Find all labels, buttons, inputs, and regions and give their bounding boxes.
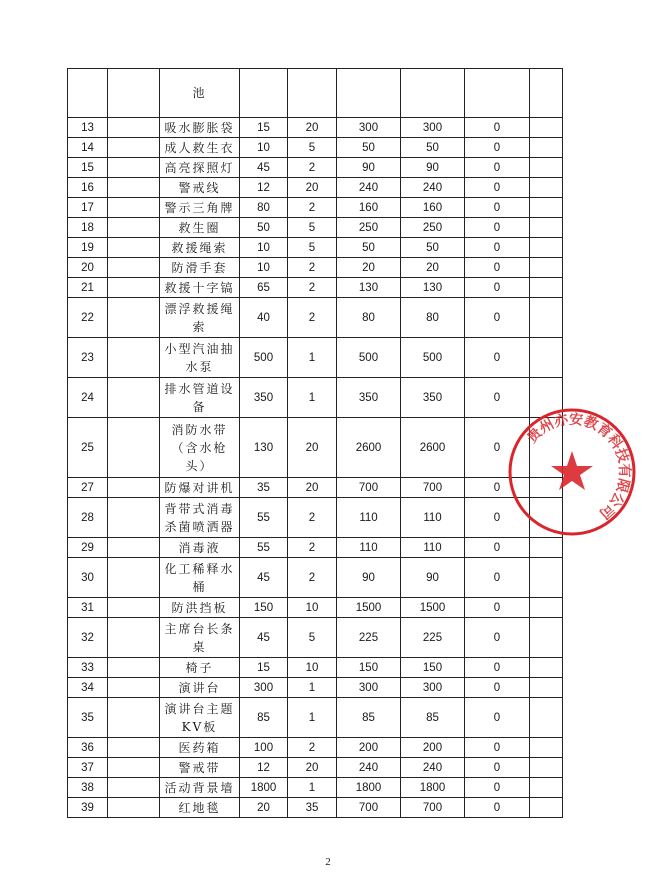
table-row (68, 218, 563, 238)
cell-amount: 90 (337, 558, 401, 598)
cell-no (68, 69, 108, 118)
cell-price: 40 (240, 298, 288, 338)
cell-blank (108, 678, 160, 698)
cell-qty: 5 (288, 138, 337, 158)
cell-name: 高亮探照灯 (160, 158, 240, 178)
cell-amount: 1800 (337, 778, 401, 798)
cell-no: 39 (68, 798, 108, 818)
cell-no: 20 (68, 258, 108, 278)
table-row (68, 278, 563, 298)
cell-blank (108, 598, 160, 618)
cell-name: 消毒液 (160, 538, 240, 558)
table-row (68, 758, 563, 778)
cell-qty: 5 (288, 618, 337, 658)
cell-amount: 250 (337, 218, 401, 238)
cell-amount: 700 (337, 798, 401, 818)
cell-qty (288, 69, 337, 118)
cell-name: 救生圈 (160, 218, 240, 238)
cell-blank (108, 338, 160, 378)
cell-total: 300 (401, 678, 465, 698)
cell-diff: 0 (465, 658, 530, 678)
cell-qty: 20 (288, 758, 337, 778)
cell-name: 池 (160, 69, 240, 118)
cell-amount: 1500 (337, 598, 401, 618)
table-row (68, 258, 563, 278)
cell-amount: 350 (337, 378, 401, 418)
cell-diff: 0 (465, 778, 530, 798)
cell-extra (530, 678, 563, 698)
cell-name: 防滑手套 (160, 258, 240, 278)
cell-diff: 0 (465, 138, 530, 158)
cell-diff: 0 (465, 338, 530, 378)
table-row (68, 658, 563, 678)
cell-price: 10 (240, 138, 288, 158)
cell-no: 30 (68, 558, 108, 598)
cell-price: 80 (240, 198, 288, 218)
table-row (68, 538, 563, 558)
cell-total: 350 (401, 378, 465, 418)
cell-no: 32 (68, 618, 108, 658)
table-row (68, 498, 563, 538)
cell-diff: 0 (465, 758, 530, 778)
cell-no: 36 (68, 738, 108, 758)
cell-no: 35 (68, 698, 108, 738)
cell-amount: 160 (337, 198, 401, 218)
cell-qty: 1 (288, 778, 337, 798)
cell-blank (108, 758, 160, 778)
cell-diff: 0 (465, 598, 530, 618)
cell-amount: 50 (337, 238, 401, 258)
table-row (68, 178, 563, 198)
cell-diff: 0 (465, 378, 530, 418)
document-table-container (67, 68, 563, 818)
cell-blank (108, 298, 160, 338)
cell-total: 500 (401, 338, 465, 378)
cell-qty: 20 (288, 118, 337, 138)
cell-qty: 2 (288, 298, 337, 338)
cell-price: 15 (240, 118, 288, 138)
cell-price: 12 (240, 178, 288, 198)
cell-price: 50 (240, 218, 288, 238)
cell-price: 350 (240, 378, 288, 418)
cell-price: 45 (240, 158, 288, 178)
price-table (67, 68, 563, 818)
cell-extra (530, 478, 563, 498)
cell-total: 240 (401, 178, 465, 198)
cell-price: 12 (240, 758, 288, 778)
cell-name: 成人救生衣 (160, 138, 240, 158)
cell-amount: 80 (337, 298, 401, 338)
cell-blank (108, 278, 160, 298)
cell-diff: 0 (465, 498, 530, 538)
cell-extra (530, 598, 563, 618)
cell-no: 21 (68, 278, 108, 298)
cell-diff: 0 (465, 798, 530, 818)
cell-diff: 0 (465, 678, 530, 698)
cell-extra (530, 198, 563, 218)
cell-qty: 2 (288, 558, 337, 598)
cell-name: 吸水膨胀袋 (160, 118, 240, 138)
cell-no: 13 (68, 118, 108, 138)
cell-qty: 2 (288, 198, 337, 218)
cell-diff: 0 (465, 618, 530, 658)
cell-price: 500 (240, 338, 288, 378)
cell-amount: 200 (337, 738, 401, 758)
cell-blank (108, 538, 160, 558)
cell-name: 演讲台主题KV板 (160, 698, 240, 738)
table-row (68, 378, 563, 418)
cell-amount: 300 (337, 678, 401, 698)
cell-blank (108, 478, 160, 498)
cell-diff: 0 (465, 298, 530, 338)
cell-extra (530, 538, 563, 558)
cell-no: 37 (68, 758, 108, 778)
cell-total: 225 (401, 618, 465, 658)
cell-amount: 20 (337, 258, 401, 278)
cell-diff: 0 (465, 198, 530, 218)
cell-price: 65 (240, 278, 288, 298)
table-row (68, 798, 563, 818)
cell-qty: 1 (288, 378, 337, 418)
cell-name: 医药箱 (160, 738, 240, 758)
cell-extra (530, 238, 563, 258)
cell-extra (530, 758, 563, 778)
cell-diff: 0 (465, 478, 530, 498)
cell-no: 23 (68, 338, 108, 378)
cell-blank (108, 558, 160, 598)
cell-blank (108, 698, 160, 738)
cell-total: 2600 (401, 418, 465, 478)
cell-no: 17 (68, 198, 108, 218)
cell-price: 1800 (240, 778, 288, 798)
cell-no: 27 (68, 478, 108, 498)
cell-no: 28 (68, 498, 108, 538)
cell-no: 38 (68, 778, 108, 798)
cell-price: 15 (240, 658, 288, 678)
cell-qty: 1 (288, 678, 337, 698)
cell-qty: 2 (288, 498, 337, 538)
cell-diff: 0 (465, 258, 530, 278)
cell-amount (337, 69, 401, 118)
cell-total: 1800 (401, 778, 465, 798)
cell-amount: 110 (337, 498, 401, 538)
cell-total: 700 (401, 798, 465, 818)
cell-amount: 2600 (337, 418, 401, 478)
cell-diff: 0 (465, 218, 530, 238)
cell-extra (530, 778, 563, 798)
cell-price: 55 (240, 498, 288, 538)
table-row (68, 778, 563, 798)
cell-diff: 0 (465, 698, 530, 738)
cell-total: 110 (401, 498, 465, 538)
cell-qty: 20 (288, 418, 337, 478)
cell-total: 250 (401, 218, 465, 238)
table-row (68, 698, 563, 738)
cell-total: 85 (401, 698, 465, 738)
cell-price: 10 (240, 258, 288, 278)
cell-no: 33 (68, 658, 108, 678)
cell-name: 救援十字镐 (160, 278, 240, 298)
cell-extra (530, 338, 563, 378)
cell-name: 主席台长条桌 (160, 618, 240, 658)
cell-total: 50 (401, 238, 465, 258)
cell-extra (530, 378, 563, 418)
cell-name: 救援绳索 (160, 238, 240, 258)
cell-extra (530, 69, 563, 118)
cell-name: 小型汽油抽水泵 (160, 338, 240, 378)
cell-name: 活动背景墙 (160, 778, 240, 798)
cell-qty: 20 (288, 478, 337, 498)
cell-total: 80 (401, 298, 465, 338)
cell-qty: 10 (288, 598, 337, 618)
cell-total: 50 (401, 138, 465, 158)
cell-no: 29 (68, 538, 108, 558)
cell-total: 240 (401, 758, 465, 778)
cell-blank (108, 498, 160, 538)
cell-amount: 500 (337, 338, 401, 378)
cell-blank (108, 69, 160, 118)
cell-no: 25 (68, 418, 108, 478)
cell-qty: 1 (288, 698, 337, 738)
cell-blank (108, 798, 160, 818)
cell-price: 45 (240, 618, 288, 658)
table-row (68, 238, 563, 258)
cell-blank (108, 158, 160, 178)
cell-amount: 240 (337, 758, 401, 778)
cell-price: 100 (240, 738, 288, 758)
cell-qty: 2 (288, 278, 337, 298)
cell-blank (108, 778, 160, 798)
cell-no: 14 (68, 138, 108, 158)
cell-extra (530, 798, 563, 818)
cell-blank (108, 258, 160, 278)
cell-name: 消防水带（含水枪头） (160, 418, 240, 478)
cell-blank (108, 178, 160, 198)
cell-extra (530, 618, 563, 658)
cell-name: 警戒带 (160, 758, 240, 778)
cell-blank (108, 198, 160, 218)
cell-qty: 1 (288, 338, 337, 378)
cell-diff: 0 (465, 538, 530, 558)
cell-name: 背带式消毒杀菌喷洒器 (160, 498, 240, 538)
cell-name: 警示三角牌 (160, 198, 240, 218)
cell-price: 150 (240, 598, 288, 618)
cell-extra (530, 498, 563, 538)
cell-no: 18 (68, 218, 108, 238)
cell-diff: 0 (465, 558, 530, 598)
cell-total: 20 (401, 258, 465, 278)
cell-name: 演讲台 (160, 678, 240, 698)
cell-diff: 0 (465, 178, 530, 198)
cell-total: 1500 (401, 598, 465, 618)
cell-extra (530, 218, 563, 238)
cell-extra (530, 278, 563, 298)
cell-amount: 85 (337, 698, 401, 738)
cell-qty: 2 (288, 538, 337, 558)
cell-extra (530, 178, 563, 198)
cell-name: 漂浮救援绳索 (160, 298, 240, 338)
cell-blank (108, 378, 160, 418)
cell-total: 160 (401, 198, 465, 218)
table-row (68, 478, 563, 498)
table-row (68, 418, 563, 478)
cell-amount: 240 (337, 178, 401, 198)
cell-price: 45 (240, 558, 288, 598)
cell-blank (108, 658, 160, 678)
cell-extra (530, 158, 563, 178)
cell-amount: 700 (337, 478, 401, 498)
cell-blank (108, 118, 160, 138)
cell-qty: 20 (288, 178, 337, 198)
cell-qty: 10 (288, 658, 337, 678)
cell-price: 55 (240, 538, 288, 558)
cell-total: 200 (401, 738, 465, 758)
cell-name: 防爆对讲机 (160, 478, 240, 498)
cell-amount: 225 (337, 618, 401, 658)
cell-price: 300 (240, 678, 288, 698)
cell-price: 130 (240, 418, 288, 478)
cell-blank (108, 738, 160, 758)
cell-blank (108, 218, 160, 238)
table-row (68, 198, 563, 218)
seal-text: 贵州亦安教育科技有限公司 (524, 411, 633, 522)
cell-diff: 0 (465, 418, 530, 478)
cell-price (240, 69, 288, 118)
cell-blank (108, 618, 160, 658)
cell-blank (108, 138, 160, 158)
cell-diff: 0 (465, 118, 530, 138)
cell-blank (108, 418, 160, 478)
cell-amount: 300 (337, 118, 401, 138)
cell-qty: 2 (288, 158, 337, 178)
cell-diff: 0 (465, 278, 530, 298)
cell-name: 椅子 (160, 658, 240, 678)
cell-total: 150 (401, 658, 465, 678)
table-row (68, 558, 563, 598)
cell-extra (530, 138, 563, 158)
cell-extra (530, 298, 563, 338)
cell-qty: 5 (288, 238, 337, 258)
cell-total: 130 (401, 278, 465, 298)
cell-name: 防洪挡板 (160, 598, 240, 618)
cell-amount: 150 (337, 658, 401, 678)
cell-name: 警戒线 (160, 178, 240, 198)
table-row (68, 618, 563, 658)
cell-name: 红地毯 (160, 798, 240, 818)
cell-diff: 0 (465, 738, 530, 758)
table-row (68, 338, 563, 378)
table-row (68, 138, 563, 158)
cell-extra (530, 738, 563, 758)
cell-extra (530, 658, 563, 678)
cell-diff (465, 69, 530, 118)
table-row (68, 678, 563, 698)
table-row (68, 158, 563, 178)
cell-extra (530, 418, 563, 478)
cell-amount: 90 (337, 158, 401, 178)
cell-no: 16 (68, 178, 108, 198)
cell-name: 排水管道设备 (160, 378, 240, 418)
cell-total: 90 (401, 158, 465, 178)
table-row (68, 598, 563, 618)
table-row (68, 69, 563, 118)
cell-price: 85 (240, 698, 288, 738)
table-row (68, 118, 563, 138)
cell-qty: 5 (288, 218, 337, 238)
table-row (68, 738, 563, 758)
cell-amount: 110 (337, 538, 401, 558)
cell-extra (530, 698, 563, 738)
cell-name: 化工稀释水桶 (160, 558, 240, 598)
cell-qty: 35 (288, 798, 337, 818)
cell-no: 22 (68, 298, 108, 338)
cell-blank (108, 238, 160, 258)
cell-extra (530, 558, 563, 598)
cell-price: 10 (240, 238, 288, 258)
cell-total: 90 (401, 558, 465, 598)
cell-no: 34 (68, 678, 108, 698)
cell-total: 110 (401, 538, 465, 558)
page-number: 2 (325, 856, 331, 868)
table-row (68, 298, 563, 338)
cell-price: 35 (240, 478, 288, 498)
cell-qty: 2 (288, 258, 337, 278)
cell-extra (530, 118, 563, 138)
cell-total (401, 69, 465, 118)
cell-no: 31 (68, 598, 108, 618)
cell-amount: 130 (337, 278, 401, 298)
cell-no: 15 (68, 158, 108, 178)
cell-amount: 50 (337, 138, 401, 158)
cell-diff: 0 (465, 158, 530, 178)
cell-no: 19 (68, 238, 108, 258)
cell-qty: 2 (288, 738, 337, 758)
cell-price: 20 (240, 798, 288, 818)
cell-diff: 0 (465, 238, 530, 258)
cell-extra (530, 258, 563, 278)
cell-total: 700 (401, 478, 465, 498)
cell-no: 24 (68, 378, 108, 418)
cell-total: 300 (401, 118, 465, 138)
